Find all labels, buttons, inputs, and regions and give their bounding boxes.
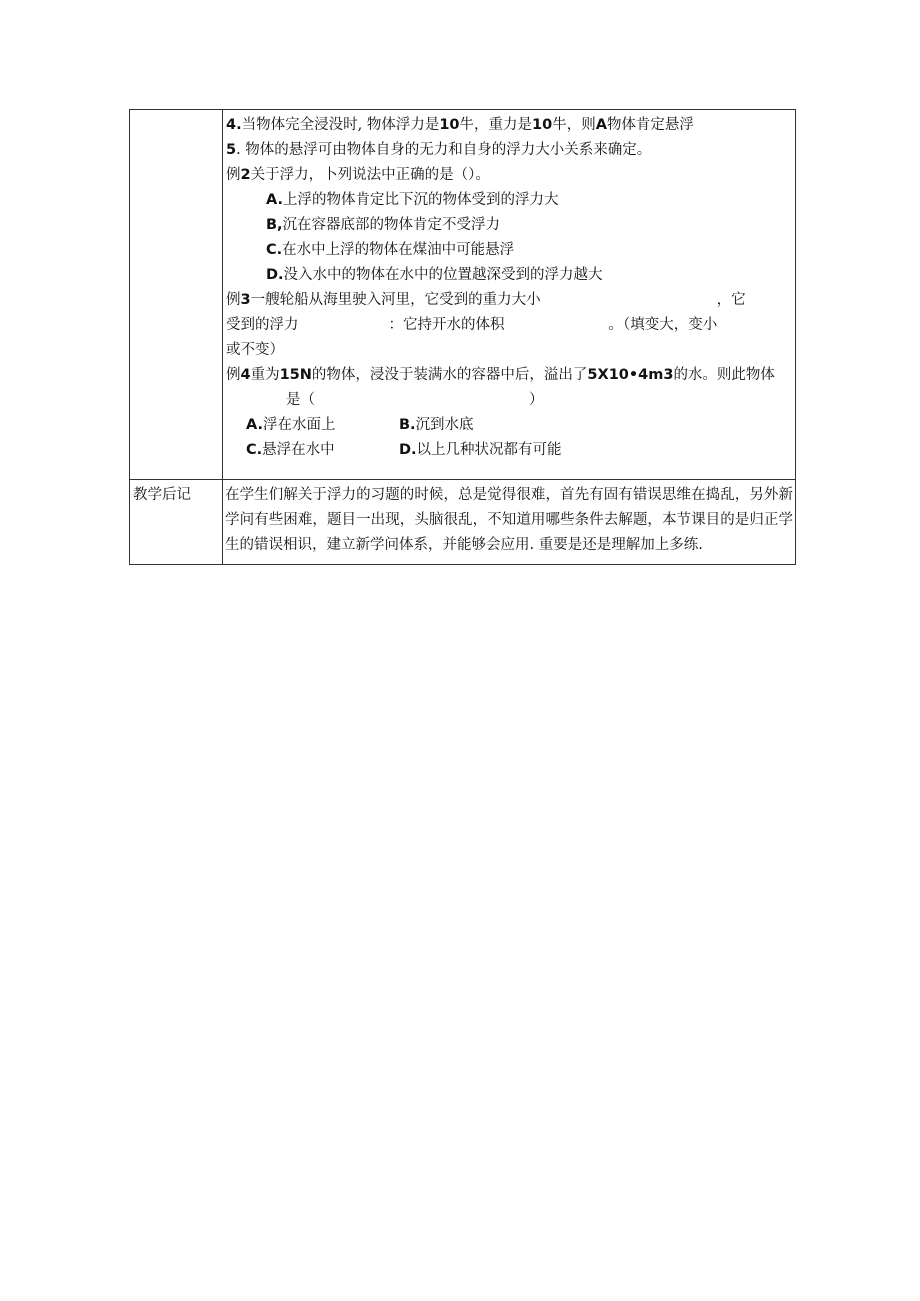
example-2-question: 例2关于浮力，卜列说法中正确的是（）。 [226,167,490,183]
example-2-option-d: D.没入水中的物体在水中的位置越深受到的浮力越大 [266,267,603,283]
example-4-option-a: A.浮在水面上 [246,417,336,433]
example-4-line-2: 是（ ） [286,392,544,408]
exercise-content [223,110,796,480]
teaching-notes-row [130,480,796,565]
example-2-option-c: C.在水中上浮的物体在煤油中可能悬浮 [266,242,515,258]
example-4-option-d: D.以上几种状况都有可能 [399,442,562,458]
teaching-notes-label: 教学后记 [130,480,223,565]
example-4-option-b: B.沉到水底 [399,417,474,433]
point-5: 5. 物体的悬浮可由物体自身的无力和自身的浮力大小关系来确定。 [226,142,652,158]
example-4-options-cd [226,438,795,463]
exercise-row-label [130,110,223,480]
example-3-line-1: 例3一艘轮船从海里驶入河里，它受到的重力大小 ，它 [226,292,746,308]
lesson-table [129,109,796,565]
example-3-line-2: 受到的浮力 ：它持开水的体积 。（填变大，变小 [226,317,718,333]
example-2-option-a: A.上浮的物体肯定比下沉的物体受到的浮力大 [266,192,559,208]
example-4-option-c: C.悬浮在水中 [246,442,335,458]
point-4: 4.当物体完全浸没时, 物体浮力是10牛，重力是10牛，则A物体肯定悬浮 [226,117,694,133]
teaching-notes-text: 在学生们解关于浮力的习题的时候，总是觉得很难，首先有固有错误思维在捣乱，另外新学问有些困难，题目一出现，头脑很乱，不知道用哪些条件去解题，本节课目的是归正学生的错误相识，建立新学问体系，并能够会应用. 重要是还是理解加上多练. [223,480,796,565]
example-4-line-1: 例4重为15N的物体，浸没于装满水的容器中后，溢出了5X10•4m3的水。则此物体 [226,367,775,383]
example-4-options-ab [226,413,795,438]
exercise-row [130,110,796,480]
example-3-line-3: 或不变） [226,342,284,358]
example-2-option-b: B,沉在容器底部的物体肯定不受浮力 [266,217,501,233]
